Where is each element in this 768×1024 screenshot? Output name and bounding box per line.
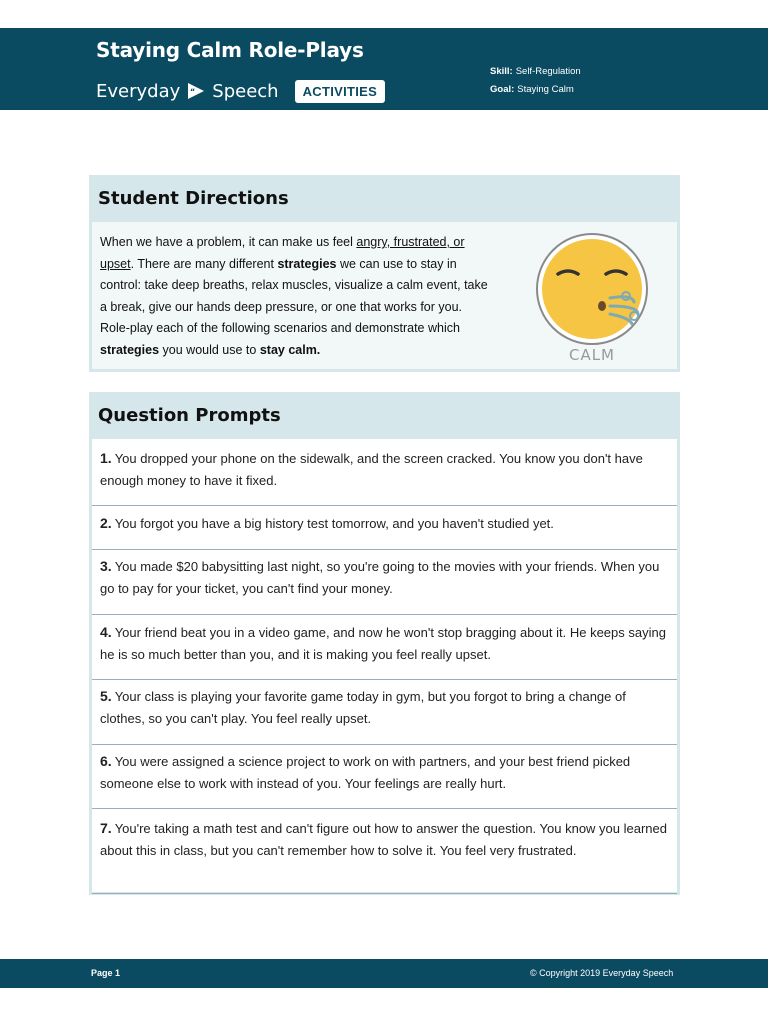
prompt-item	[92, 512, 677, 550]
copyright-notice: © Copyright 2019 Everyday Speech	[530, 968, 674, 978]
page-number: Page 1	[91, 968, 121, 978]
activities-badge: ACTIVITIES	[295, 80, 386, 103]
directions-body	[92, 222, 677, 369]
directions-text-part: we can use to stay in control: take deep breaths, relax muscles, visualize a calm event, take a break, give our hands deep pressure, or one that works for you. Role-play each of the following scenarios and demonstrate which	[100, 256, 488, 335]
prompt-text: You were assigned a science project to work on with partners, and your best friend picked someone else to work with instead of you. Your feelings are really hurt.	[100, 754, 631, 791]
goal-label: Goal:	[490, 84, 515, 95]
prompt-text: You forgot you have a big history test tomorrow, and you haven't studied yet.	[114, 516, 554, 531]
prompt-item	[92, 555, 677, 615]
prompt-item	[92, 621, 677, 680]
page-header	[0, 28, 768, 110]
strategies-bold: strategies	[277, 256, 337, 271]
directions-text-part: When we have a problem, it can make us feel	[100, 235, 357, 249]
prompt-text: You dropped your phone on the sidewalk, and the screen cracked. You know you don't have enough money to have it fixed.	[100, 451, 643, 488]
page-title: Staying Calm Role-Plays	[96, 38, 364, 62]
prompt-text: You're taking a math test and can't figure out how to answer the question. You know you learned about this in class, but you can't remember how to solve it. You feel very frustrated.	[100, 821, 667, 858]
question-prompts-card	[89, 392, 680, 895]
prompt-number: 3.	[100, 558, 112, 574]
skill-label: Skill:	[490, 66, 513, 77]
directions-text	[100, 232, 490, 361]
prompts-heading: Question Prompts	[92, 395, 677, 439]
prompt-item	[92, 447, 677, 506]
student-directions-card	[89, 175, 680, 372]
prompt-number: 2.	[100, 515, 112, 531]
brand-name-left: Everyday	[96, 80, 181, 102]
feelings-underlined: angry, frustrated, or upset	[100, 235, 465, 271]
directions-heading: Student Directions	[92, 178, 677, 222]
directions-text-part: you would use to	[159, 342, 260, 357]
prompt-number: 6.	[100, 753, 112, 769]
brand-name-right: Speech	[212, 80, 279, 102]
calm-face-icon	[534, 228, 650, 371]
prompt-text: Your friend beat you in a video game, and now he won't stop bragging about it. He keeps saying he is so much better than you, and it is making you feel really upset.	[100, 625, 666, 662]
brand-logo	[96, 78, 385, 104]
prompt-item	[92, 817, 677, 894]
prompt-text: You made $20 babysitting last night, so you're going to the movies with your friends. When you go to pay for your ticket, you can't find your money.	[100, 559, 660, 596]
page-footer	[0, 959, 768, 988]
calm-caption: CALM	[568, 346, 616, 364]
goal-info	[490, 84, 574, 95]
prompt-item	[92, 685, 677, 745]
prompt-item	[92, 750, 677, 809]
goal-value: Staying Calm	[517, 84, 574, 95]
directions-text-part: . There are many different	[130, 256, 278, 271]
skill-value: Self-Regulation	[515, 66, 581, 77]
stay-calm-bold: stay calm.	[259, 342, 321, 357]
prompt-number: 5.	[100, 688, 112, 704]
strategies-bold: strategies	[100, 342, 160, 357]
skill-info	[490, 66, 581, 77]
prompt-number: 7.	[100, 820, 112, 836]
prompt-number: 1.	[100, 450, 112, 466]
prompt-number: 4.	[100, 624, 112, 640]
svg-text:“: “	[190, 87, 196, 97]
speech-arrow-icon	[186, 81, 206, 101]
prompt-text: Your class is playing your favorite game today in gym, but you forgot to bring a change of clothes, so you can't play. You feel really upset.	[100, 689, 626, 726]
